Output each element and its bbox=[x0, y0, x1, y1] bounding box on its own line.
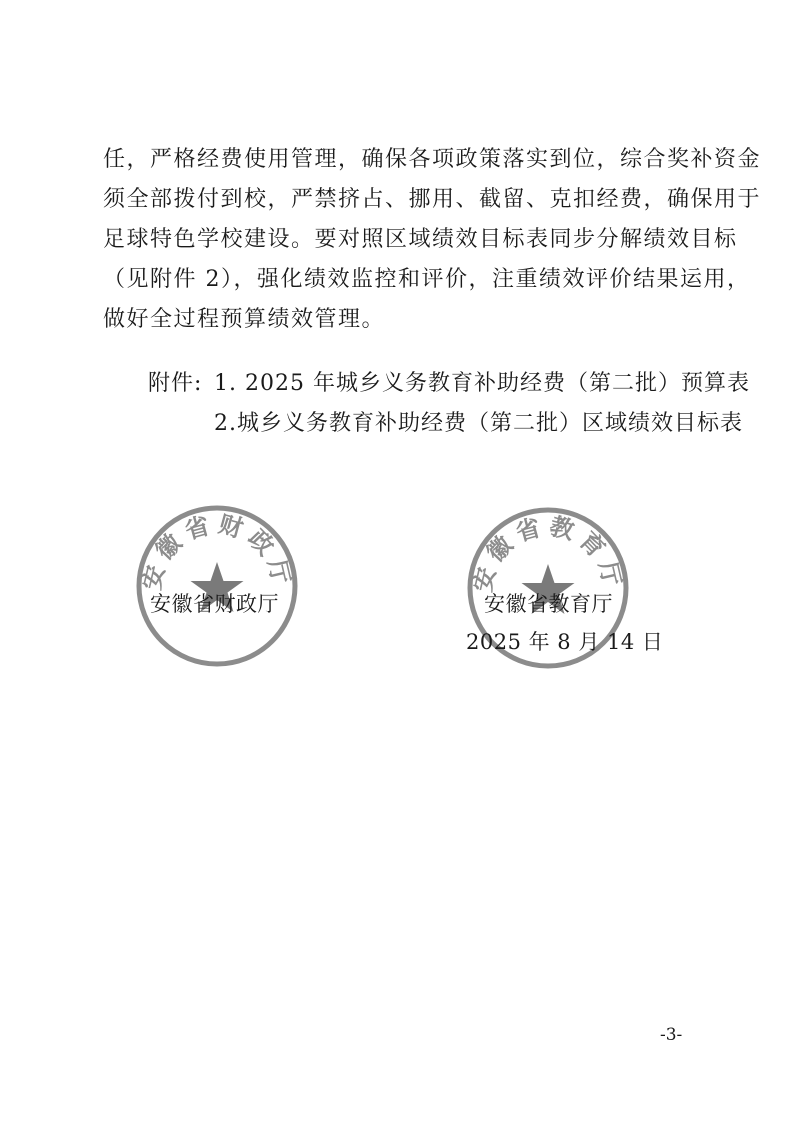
signature-finance-department: 安徽省财政厅 bbox=[150, 592, 279, 616]
svg-text:安徽省教育厅: 安徽省教育厅 bbox=[467, 511, 629, 595]
body-line-5: 做好全过程预算绩效管理。 bbox=[103, 307, 386, 332]
page-number: -3- bbox=[660, 1025, 683, 1045]
attachments-label: 附件: bbox=[148, 371, 203, 396]
signature-date: 2025 年 8 月 14 日 bbox=[466, 630, 664, 654]
signature-education-department: 安徽省教育厅 bbox=[484, 592, 613, 616]
attachment-item-1: 1. 2025 年城乡义务教育补助经费（第二批）预算表 bbox=[214, 371, 750, 396]
svg-text:安徽省财政厅: 安徽省财政厅 bbox=[136, 509, 298, 593]
body-line-3: 足球特色学校建设。要对照区域绩效目标表同步分解绩效目标 bbox=[103, 227, 738, 252]
seal-finance-graphic bbox=[135, 504, 299, 668]
seal-finance-department bbox=[135, 504, 299, 668]
body-line-2: 须全部拨付到校，严禁挤占、挪用、截留、克扣经费，确保用于 bbox=[103, 187, 762, 212]
body-line-1: 任，严格经费使用管理，确保各项政策落实到位，综合奖补资金 bbox=[103, 147, 762, 172]
attachment-item-2: 2.城乡义务教育补助经费（第二批）区域绩效目标表 bbox=[214, 411, 743, 436]
body-line-4: （见附件 2），强化绩效监控和评价，注重绩效评价结果运用， bbox=[103, 267, 751, 292]
